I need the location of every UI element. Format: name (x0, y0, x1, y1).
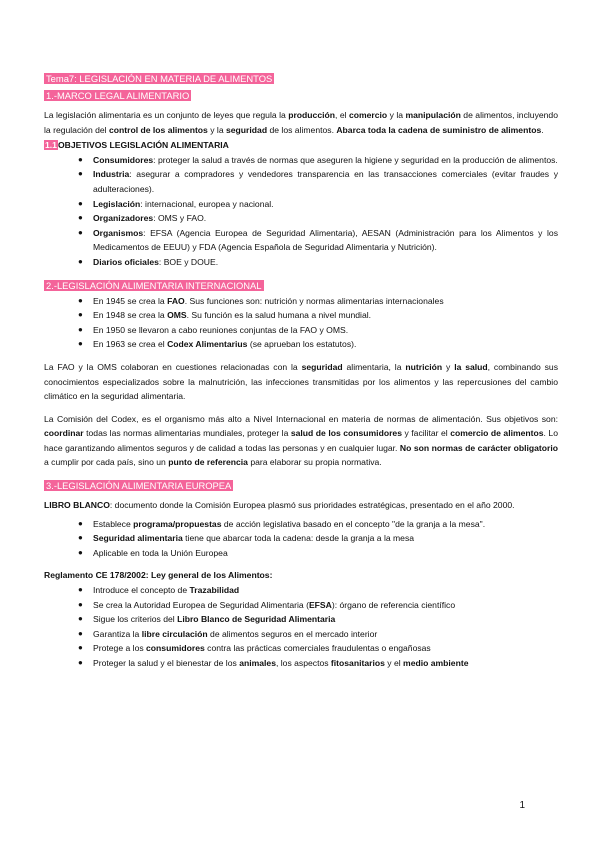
bold-text: LIBRO BLANCO (44, 500, 110, 511)
text: todas las normas alimentarias mundiales, proteger la (83, 428, 291, 439)
bold-text: fitosanitarios (330, 658, 385, 668)
list-item (78, 641, 558, 656)
list-item (78, 226, 558, 255)
list-item (78, 294, 558, 309)
text: y facilitar el (401, 428, 451, 439)
text: , los aspectos (275, 658, 331, 668)
codex-paragraph (44, 412, 558, 470)
text: La legislación alimentaria es un conjunto de leyes que regula la (44, 110, 289, 120)
bold-text: seguridad (226, 124, 268, 135)
bullet-icon: ● (78, 295, 83, 305)
text: (se aprueban los estatutos). (247, 339, 357, 350)
bold-text: Legislación (93, 198, 141, 209)
text: : BOE y DOUE. (158, 256, 219, 267)
text: , el (335, 110, 349, 120)
list-item (78, 598, 558, 613)
text: . (541, 124, 544, 135)
text: de alimentos, incluyendo la regulación del (44, 110, 558, 135)
list-item (78, 337, 558, 352)
text: : EFSA (Agencia Europea de Seguridad Alimentaria), AESAN (Administración para los Alimentos y los Medicamentos de EEUU) y FDA (Agencia Española de Seguridad Alimentaria y Nutrición). (93, 227, 558, 253)
page-content (44, 71, 558, 671)
bullet-icon: ● (78, 310, 83, 320)
text: tiene que abarcar toda la cadena: desde la granja a la mesa (182, 533, 415, 544)
page-number: 1 (519, 800, 525, 811)
text: Establece (93, 518, 134, 529)
list-item (78, 255, 558, 270)
objetivos-list (44, 153, 558, 270)
bold-text: Diarios oficiales (93, 256, 159, 267)
bold-text: Industria (93, 169, 130, 180)
subsection-number: 1.1 (45, 140, 57, 151)
text: de alimentos seguros en el mercado interior (207, 628, 378, 639)
section-3-heading-row (44, 478, 558, 494)
list-item (78, 612, 558, 627)
text: En 1950 se llevaron a cabo reuniones conjuntas de la FAO y OMS. (93, 324, 349, 335)
section-1-heading-row (44, 88, 558, 104)
list-item (78, 546, 558, 561)
text: La FAO y la OMS colaboran en cuestiones relacionadas con la (44, 361, 302, 372)
text: . Su función es la salud humana a nivel mundial. (186, 310, 372, 321)
bold-text: Reglamento CE 178/2002: Ley general de los Alimentos: (44, 570, 273, 581)
bullet-icon: ● (78, 658, 83, 667)
bold-text: nutrición (405, 361, 443, 372)
bold-text: consumidores (146, 643, 205, 654)
text: : OMS y FAO. (153, 213, 207, 224)
text: de acción legislativa basado en el concepto "de la granja a la mesa". (221, 518, 486, 529)
bullet-icon: ● (78, 585, 83, 595)
bold-text: medio ambiente (403, 658, 469, 668)
bold-text: OMS (167, 310, 187, 321)
text: . Sus funciones son: nutrición y normas alimentarias internacionales (184, 295, 444, 306)
bold-text: salud de los consumidores (290, 428, 402, 439)
text: La Comisión del Codex, es el organismo más alto a Nivel Internacional en materia de normas de alimentación. Sus objetivos son: (44, 413, 558, 424)
list-item (78, 153, 558, 168)
bullet-icon: ● (78, 324, 83, 334)
bold-text: Codex Alimentarius (167, 339, 248, 350)
bullet-icon: ● (78, 547, 83, 557)
section-1-intro (44, 108, 558, 137)
section-3-heading: 3.-LEGISLACIÓN ALIMENTARIA EUROPEA (46, 480, 232, 492)
bullet-icon: ● (78, 643, 83, 653)
bullet-icon: ● (78, 518, 83, 528)
text: Aplicable en toda la Unión Europea (93, 547, 228, 558)
section-2-heading: 2.-LEGISLACIÓN ALIMENTARIA INTERNACIONAL (46, 279, 262, 291)
text: contra las prácticas comerciales fraudulentas o engañosas (204, 643, 431, 654)
bold-text: producción (288, 110, 335, 120)
bold-text: seguridad (301, 361, 343, 372)
bold-text: la salud (454, 361, 488, 372)
bullet-icon: ● (78, 533, 83, 543)
list-item (78, 531, 558, 546)
doc-title-row (44, 71, 558, 86)
text: y (442, 361, 455, 372)
reglamento-heading (44, 568, 558, 583)
bullet-icon: ● (78, 628, 83, 638)
list-item (78, 583, 558, 598)
bullet-icon: ● (78, 169, 83, 179)
text: : asegurar a compradores y vendedores transparencia en las transacciones comerciales (evitar fraudes y adulteraciones). (93, 169, 558, 194)
bold-text: comercio de alimentos (450, 428, 544, 439)
text: alimentaria, la (342, 361, 406, 372)
list-item (78, 197, 558, 212)
fao-oms-paragraph (44, 360, 558, 404)
text: de los alimentos. (267, 124, 337, 135)
bold-text: programa/propuestas (133, 518, 222, 529)
bold-text: coordinar (44, 428, 84, 439)
text: Se crea la Autoridad Europea de Seguridad Alimentaria ( (93, 599, 309, 610)
subsection-1-1-heading (44, 138, 558, 153)
libro-blanco-paragraph (44, 498, 558, 513)
bold-text: Organizadores (93, 213, 154, 224)
libro-blanco-list (44, 517, 558, 561)
bold-text: No son normas de carácter obligatorio (399, 442, 558, 453)
bold-text: comercio (348, 110, 388, 120)
bold-text: Libro Blanco de Seguridad Alimentaria (177, 614, 336, 625)
doc-title: Tema7: LEGISLACIÓN EN MATERIA DE ALIMENTOS (46, 73, 273, 84)
list-item (78, 211, 558, 226)
text: , combinando sus conocimientos especializados sobre la malnutrición, las infecciones transmitidas por los alimentos y las repercusiones del cambio climático en la seguridad alimentaria. (44, 361, 558, 402)
bold-text: FAO (167, 295, 185, 306)
text: En 1963 se crea el (93, 339, 168, 350)
text: y la (207, 124, 226, 135)
bold-text: animales (239, 658, 276, 668)
bullet-icon: ● (78, 599, 83, 609)
bold-text: Organismos (93, 227, 144, 238)
text: : proteger la salud a través de normas que aseguren la higiene y seguridad en la producción de alimentos. (153, 154, 558, 165)
text: . Lo hace garantizando alimentos seguros y de calidad a todas las personas y en cualquier lugar. (44, 428, 558, 453)
text: para elaborar su propia normativa. (247, 457, 382, 468)
bold-text: Consumidores (93, 154, 154, 165)
text: En 1945 se crea la (93, 295, 168, 306)
text: y el (384, 658, 404, 668)
internacional-list (44, 294, 558, 352)
bold-text: libre circulación (141, 628, 208, 639)
text: : internacional, europea y nacional. (140, 198, 274, 209)
bold-text: manipulación (405, 110, 461, 120)
section-2-heading-row (44, 278, 558, 294)
bold-text: EFSA (308, 599, 332, 610)
list-item (78, 656, 558, 671)
text: En 1948 se crea la (93, 310, 168, 321)
reglamento-list (44, 583, 558, 671)
bold-text: Abarca toda la cadena de suministro de alimentos (336, 124, 542, 135)
text: Garantiza la (93, 628, 142, 639)
text: Proteger la salud y el bienestar de los (93, 658, 240, 668)
list-item (78, 627, 558, 642)
text: Introduce el concepto de (93, 585, 190, 596)
text: Sigue los criterios del (93, 614, 178, 625)
bold-text: punto de referencia (168, 457, 248, 468)
text: ): órgano de referencia científico (331, 599, 456, 610)
text: Protege a los (93, 643, 147, 654)
list-item (78, 308, 558, 323)
list-item (78, 167, 558, 196)
bullet-icon: ● (78, 256, 83, 266)
section-1-heading: 1.-MARCO LEGAL ALIMENTARIO (46, 90, 190, 101)
bold-text: Seguridad alimentaria (93, 533, 183, 544)
bullet-icon: ● (78, 227, 83, 237)
bold-text: Trazabilidad (189, 585, 240, 596)
bullet-icon: ● (78, 154, 83, 164)
text: y la (387, 110, 406, 120)
subsection-title: OBJETIVOS LEGISLACIÓN ALIMENTARIA (57, 140, 229, 151)
text: : documento donde la Comisión Europea plasmó sus prioridades estratégicas, presentado en el año 2000. (109, 500, 515, 511)
list-item (78, 517, 558, 532)
bullet-icon: ● (78, 213, 83, 223)
bold-text: control de los alimentos (108, 124, 208, 135)
bullet-icon: ● (78, 198, 83, 208)
list-item (78, 323, 558, 338)
text: a cumplir por cada país, sino un (44, 457, 169, 468)
bullet-icon: ● (78, 339, 83, 349)
bullet-icon: ● (78, 614, 83, 624)
